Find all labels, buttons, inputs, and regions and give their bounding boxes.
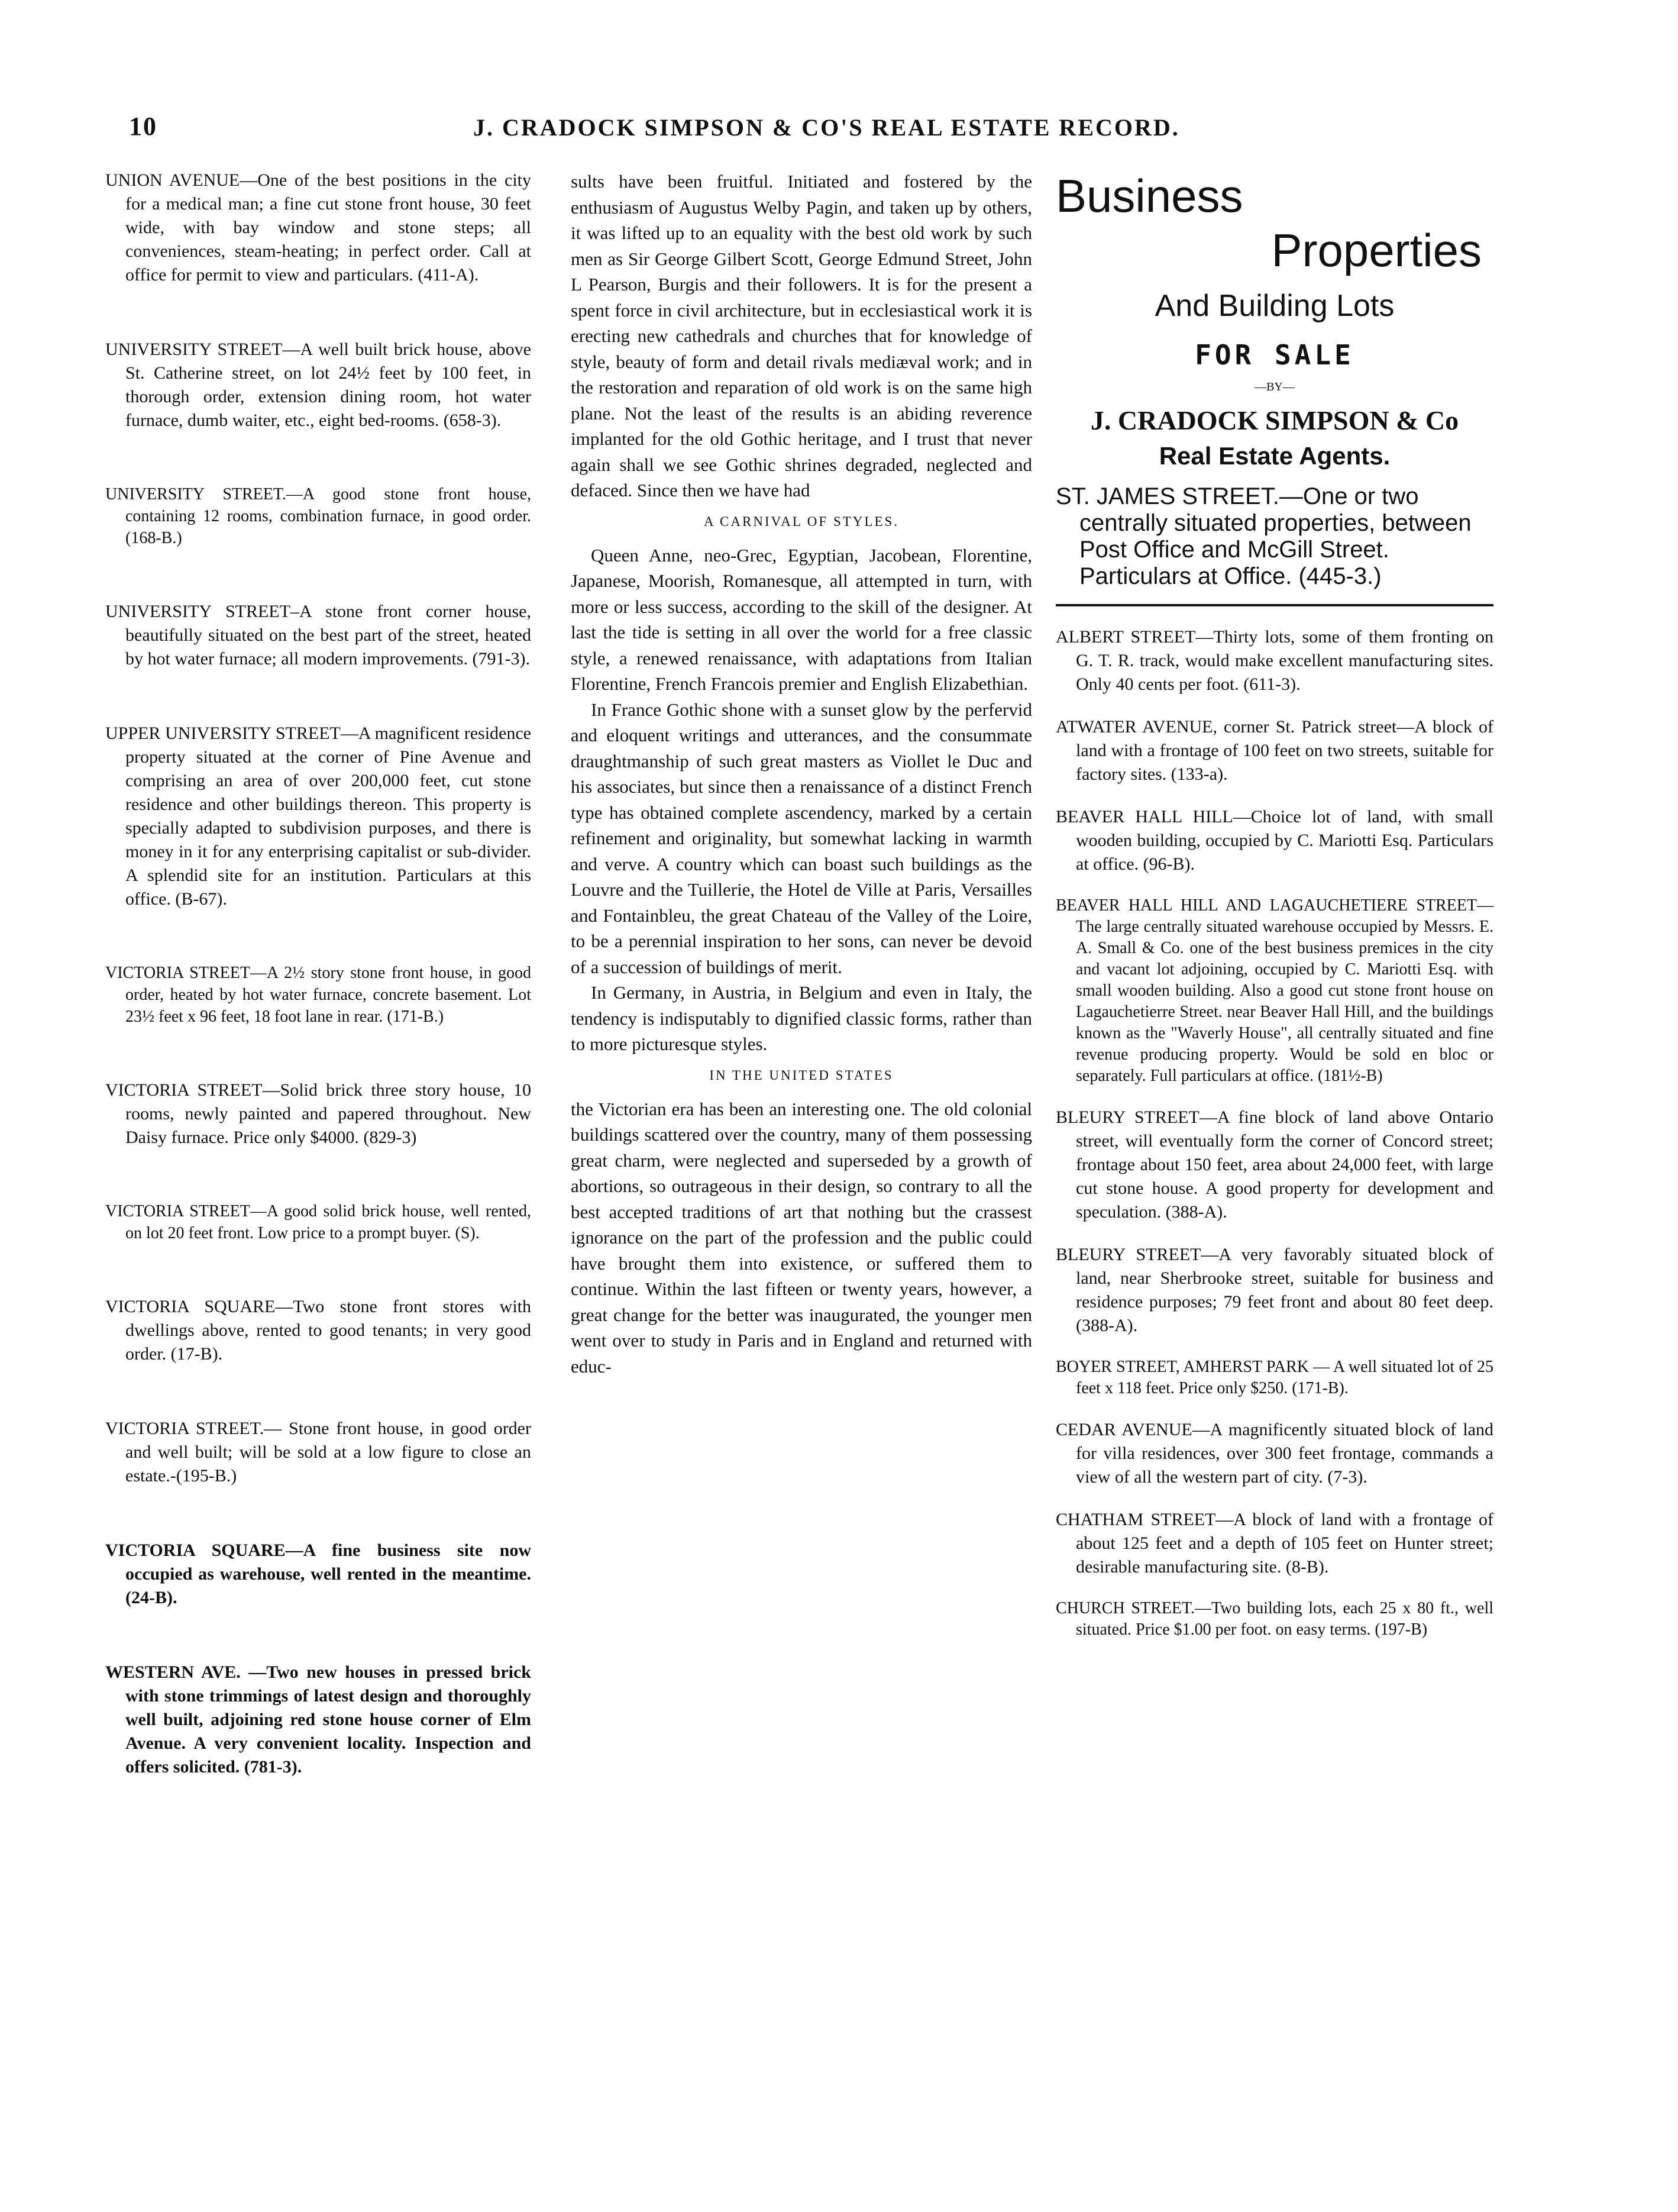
- listing-victoria-square-2: VICTORIA SQUARE—A fine business site now occupied as warehouse, well rented in the meantime. (24-B).: [105, 1541, 531, 1607]
- business-properties-ad: [1056, 169, 1493, 590]
- listing-union-avenue: UNION AVENUE—One of the best positions in the city for a medical man; a fine cut stone front house, 30 feet wide, with bay window and stone steps; all conveniences, steam-heating; in perfect order. Call at office for permit to view and particulars. (411-A).: [105, 170, 531, 285]
- listing-victoria-square-1: VICTORIA SQUARE—Two stone front stores with dwellings above, rented to good tenants; in very good order. (17-B).: [105, 1297, 531, 1364]
- article-paragraph: the Victorian era has been an interesting one. The old colonial buildings scattered over the country, many of them possessing great charm, were neglected and superseded by a growth of abortions, so outrageous in their design, so contrary to all the best accepted traditions of art that nothing but the crassest ignorance on the part of the profession and the public could have brought them into existence, or suffered them to continue. Within the last fifteen or twenty years, however, a great change for the better was inaugurated, the younger men went over to study in Paris and in England and returned with educ-: [571, 1098, 1032, 1377]
- ad-by: —BY—: [1255, 380, 1295, 393]
- ad-firm-name: J. CRADOCK SIMPSON & Co: [1090, 405, 1459, 435]
- listing-chatham-street: CHATHAM STREET—A block of land with a frontage of about 125 feet and a depth of 105 feet on Hunter street; desirable manufacturing site. (8-B).: [1056, 1510, 1493, 1577]
- article-subhead-united-states: IN THE UNITED STATES: [709, 1067, 894, 1083]
- listings-column-right: [1056, 169, 1493, 1659]
- ad-title-properties: Properties: [1271, 224, 1482, 276]
- listing-cedar-avenue: CEDAR AVENUE—A magnificently situated block of land for villa residences, over 300 feet frontage, commands a view of all the western part of city. (7-3).: [1056, 1420, 1493, 1487]
- listing-victoria-street-3: VICTORIA STREET—A good solid brick house, well rented, on lot 20 feet front. Low price to a prompt buyer. (S).: [105, 1202, 531, 1242]
- article-subhead-carnival: A CARNIVAL OF STYLES.: [703, 514, 900, 529]
- article-paragraph: In France Gothic shone with a sunset glow by the perfervid and eloquent writings and utterances, and the consummate draughtmanship of such great masters as Viollet le Duc and his associates, but since then a renaissance of a distinct French type has obtained complete ascendency, marked by a certain refinement and originality, but somewhat lacking in warmth and verve. A country which can boast such buildings as the Louvre and the Tuillerie, the Hotel de Ville at Paris, Versailles and Fontainbleu, the great Chateau of the Valley of the Loire, to be a perennial inspiration to her sons, can never be devoid of a succession of buildings of merit.: [571, 699, 1032, 977]
- listing-western-ave: WESTERN AVE. —Two new houses in pressed brick with stone trimmings of latest design and thoroughly well built, adjoining red stone house corner of Elm Avenue. A very convenient locality. Inspection and offers solicited. (781-3).: [105, 1662, 531, 1777]
- listings-column-left: [105, 169, 531, 1830]
- article-paragraph: In Germany, in Austria, in Belgium and even in Italy, the tendency is indisputably to dignified classic forms, rather than to more picturesque styles.: [571, 982, 1032, 1054]
- listing-upper-university-street: UPPER UNIVERSITY STREET—A magnificent residence property situated at the corner of Pine Avenue and comprising an area of over 200,000 feet, cut stone residence and other buildings thereon. This property is specially adapted to subdivision purposes, and there is money in it for any enterprising capitalist or sub-divider. A splendid site for an institution. Particulars at this office. (B-67).: [105, 724, 531, 909]
- ad-agents: Real Estate Agents.: [1159, 442, 1391, 470]
- listing-church-street: CHURCH STREET.—Two building lots, each 25 x 80 ft., well situated. Price $1.00 per foot. on easy terms. (197-B): [1056, 1599, 1493, 1639]
- listing-university-street-2: UNIVERSITY STREET.—A good stone front house, containing 12 rooms, combination furnace, in good order. (168-B.): [105, 485, 531, 547]
- article-paragraph: Queen Anne, neo-Grec, Egyptian, Jacobean, Florentine, Japanese, Moorish, Romanesque, all attempted in turn, with more or less success, according to the skill of the designer. At last the tide is setting in all over the world for a free classic style, a renewed renaissance, with adaptations from Italian Florentine, French Francois premier and English Elizabethian.: [571, 544, 1032, 694]
- ad-feature-st-james-street: ST. JAMES STREET.—One or two centrally situated properties, between Post Office and McGill Street. Particulars at Office. (445-3.): [1056, 483, 1472, 589]
- ad-subtitle: And Building Lots: [1155, 289, 1395, 323]
- listing-atwater-avenue: ATWATER AVENUE, corner St. Patrick street—A block of land with a frontage of 100 feet on two streets, suitable for factory sites. (133-a).: [1056, 717, 1493, 784]
- ad-for-sale: FOR SALE: [1195, 339, 1354, 371]
- listing-university-street-1: UNIVERSITY STREET—A well built brick house, above St. Catherine street, on lot 24½ feet by 100 feet, in thorough order, extension dining room, hot water furnace, dumb waiter, etc., eight bed-rooms. (658-3).: [105, 340, 531, 430]
- ad-title-business: Business: [1056, 170, 1243, 222]
- divider: [1056, 604, 1493, 606]
- running-head: J. CRADOCK SIMPSON & CO'S REAL ESTATE RECORD.: [473, 114, 1180, 141]
- page-number: 10: [129, 112, 157, 141]
- listing-victoria-street-2: VICTORIA STREET—Solid brick three story house, 10 rooms, newly painted and papered throughout. New Daisy furnace. Price only $4000. (829-3): [105, 1080, 531, 1147]
- article-column: [571, 169, 1032, 1379]
- listing-victoria-street-1: VICTORIA STREET—A 2½ story stone front house, in good order, heated by hot water furnace, concrete basement. Lot 23½ feet x 96 feet, 18 foot lane in rear. (171-B.): [105, 964, 531, 1026]
- listing-bleury-street-1: BLEURY STREET—A fine block of land above Ontario street, will eventually form the corner of Concord street; frontage about 150 feet, area about 24,000 feet, with large cut stone house. A good property for development and speculation. (388-A).: [1056, 1107, 1493, 1222]
- listing-victoria-street-4: VICTORIA STREET.— Stone front house, in good order and well built; will be sold at a low figure to close an estate.-(195-B.): [105, 1419, 531, 1486]
- article-paragraph: sults have been fruitful. Initiated and fostered by the enthusiasm of Augustus Welby Pagin, and taken up by others, it was lifted up to an equality with the best old work by such men as Sir George Gilbert Scott, George Edmund Street, John L Pearson, Burgis and their followers. It is for the present a spent force in civil architecture, but in ecclesiastical work it is erecting new cathedrals and churches that for knowledge of style, beauty of form and detail rivals mediæval work; and in the restoration and reparation of old work is on the same high plane. Not the least of the results is an abiding reverence implanted for the old Gothic heritage, and I trust that never again shall we see Gothic shrines degraded, neglected and defaced. Since then we have had: [571, 171, 1032, 500]
- listing-beaver-hall-hill: BEAVER HALL HILL—Choice lot of land, with small wooden building, occupied by C. Mariotti Esq. Particulars at office. (96-B).: [1056, 807, 1493, 874]
- listing-boyer-street: BOYER STREET, AMHERST PARK — A well situated lot of 25 feet x 118 feet. Price only $250. (171-B).: [1056, 1358, 1493, 1397]
- listing-beaver-hall-lagauchetiere: BEAVER HALL HILL AND LAGAUCHETIERE STREET—The large centrally situated warehouse occupied by Messrs. E. A. Small & Co. one of the best business premices in the city and vacant lot adjoining, occupied by C. Mariotti Esq. with small wooden building. Also a good cut stone front house on Lagauchetierre Street. near Beaver Hall Hill, and the buildings known as the "Waverly House", all centrally situated and fine revenue producing property. Would be sold en bloc or separately. Full particulars at office. (181½-B): [1056, 896, 1493, 1085]
- listing-university-street-3: UNIVERSITY STREET–A stone front corner house, beautifully situated on the best part of the street, heated by hot water furnace; all modern improvements. (791-3).: [105, 602, 531, 669]
- listing-albert-street: ALBERT STREET—Thirty lots, some of them fronting on G. T. R. track, would make excellent manufacturing sites. Only 40 cents per foot. (611-3).: [1056, 627, 1493, 694]
- listing-bleury-street-2: BLEURY STREET—A very favorably situated block of land, near Sherbrooke street, suitable for business and residence purposes; 79 feet front and about 80 feet deep. (388-A).: [1056, 1245, 1493, 1335]
